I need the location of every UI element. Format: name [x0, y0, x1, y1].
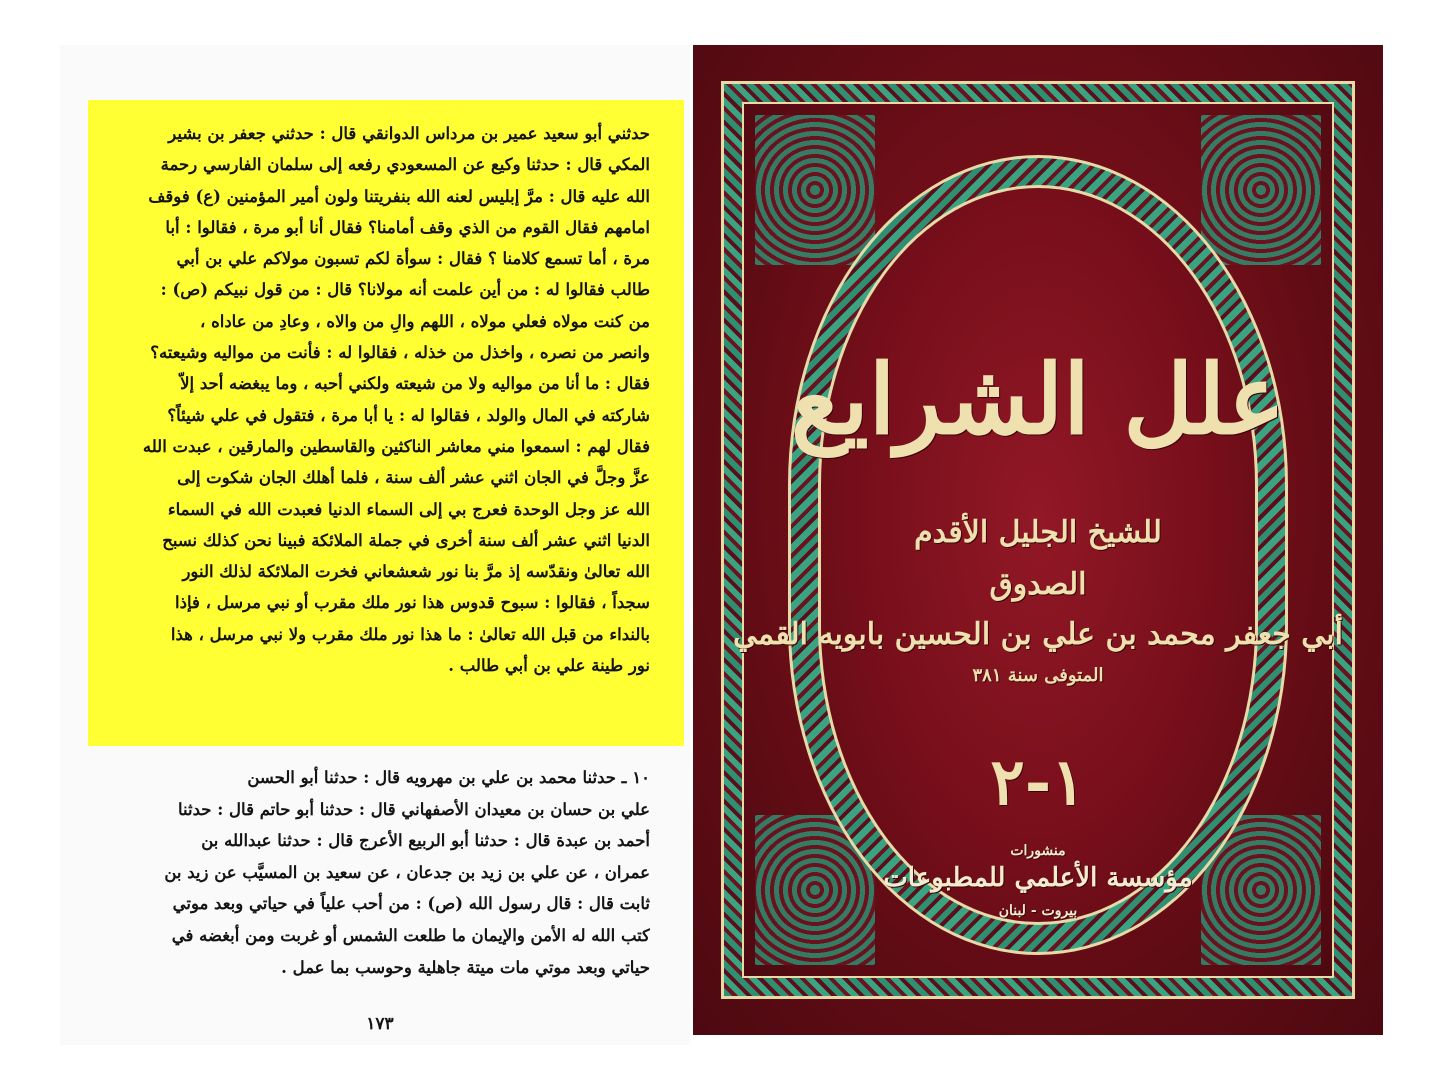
text-line: فقال لهم : اسمعوا مني معاشر الناكثين والقاسطين والمارقين ، عبدت الله [142, 436, 650, 456]
text-line: عزَّ وجلَّ في الجان اثني عشر ألف سنة ، فلما أهلك الجان شكوت إلى [177, 468, 650, 488]
author-dates: المتوفى سنة ٣٨١ [972, 665, 1104, 686]
author-line-1: للشيخ الجليل الأقدم [914, 515, 1162, 550]
text-line: سجداً ، فقالوا : سبوح قدوس هذا نور ملك مقرب أو نبي مرسل ، فإذا [175, 593, 650, 613]
publisher-name: مؤسسة الأعلمي للمطبوعات [883, 863, 1193, 893]
text-line: كتب الله له الأمن والإيمان ما طلعت الشمس أو غربت ومن أبغضه في [171, 925, 650, 945]
text-line: وانصر من نصره ، واخذل من خذله ، فقالوا له : فأنت من مواليه وشيعته؟ [150, 343, 650, 363]
text-line: ١٠ ـ حدثنا محمد بن علي بن مهرويه قال : حدثنا أبو الحسن [247, 768, 650, 787]
corner-ornament [755, 115, 875, 265]
hadith-10-paragraph [96, 762, 650, 983]
text-line: شاركته في المال والولد ، فقالوا له : يا أبا مرة ، فتقول في علي شيئاً؟ [167, 405, 650, 425]
text-line: المكي قال : حدثنا وكيع عن المسعودي رفعه إلى سلمان الفارسي رحمة [160, 155, 650, 175]
text-line: مرة ، أما تسمع كلامنا ؟ فقال : سوأة لكم تسبون مولاكم علي بن أبي [176, 249, 650, 269]
text-line: الله عليه قال : مرَّ إبليس لعنه الله بنفريتنا ولون أمير المؤمنين (ع) فوقف [148, 186, 650, 206]
author-line-3: أبي جعفر محمد بن علي بن الحسين بابويه القمي [733, 617, 1343, 652]
text-line: نور طينة علي بن أبي طالب . [448, 656, 650, 676]
text-line: عمران ، عن علي بن زيد بن جدعان ، عن سعيد بن المسيَّب عن زيد بن [164, 862, 650, 882]
text-line: طالب فقالوا له : من أين علمت أنه مولانا؟ قال : من قول نبيكم (ص) : [160, 280, 650, 300]
text-line: حياتي وبعد موتي مات ميتة جاهلية وحوسب بما عمل . [281, 957, 650, 977]
text-line: حدثني أبو سعيد عمير بن مرداس الدوانقي قال : حدثني جعفر بن بشير [168, 124, 650, 143]
text-line: بالنداء من قبل الله تعالىٰ : ما هذا نور ملك مقرب ولا نبي مرسل ، هذا [170, 624, 650, 644]
corner-ornament [1201, 115, 1321, 265]
book-cover [693, 45, 1383, 1035]
text-line: فقال : ما أنا من مواليه ولا من شيعته ولكني أحبه ، وما يبغضه أحد إلاّ [180, 374, 650, 394]
text-line: الدنيا اثني عشر ألف سنة أخرى في جملة الملائكة فبينا نحن كذلك نسبح [162, 530, 650, 550]
text-line: من كنت مولاه فعلي مولاه ، اللهم والِ من والاه ، وعادِ من عاداه ، [200, 311, 650, 331]
page-number: ١٧٣ [366, 1014, 394, 1034]
text-line: الله تعالىٰ ونقدّسه إذ مرَّ بنا نور شعشعاني فخرت الملائكة لذلك النور [182, 562, 650, 582]
text-line: ثابت قال : قال رسول الله (ص) : من أحب علياً في حياتي وبعد موتي [172, 894, 650, 914]
publisher-label: منشورات [1010, 843, 1066, 859]
author-line-2: الصدوق [989, 567, 1087, 602]
text-line: امامهم فقال القوم من الذي وقف أمامنا؟ فقال أنا أبو مرة ، فقالوا : أبا [165, 217, 650, 237]
publisher-city: بيروت - لبنان [998, 903, 1078, 919]
text-line: الله عز وجل الوحدة فعرج بي إلى السماء الدنيا فعبدت الله في السماء [167, 499, 650, 519]
text-line: علي بن حسان بن معيدان الأصفهاني قال : حدثنا أبو حاتم قال : حدثنا [178, 799, 650, 819]
text-line: أحمد بن عبدة قال : حدثنا أبو الربيع الأعرج قال : حدثنا عبدالله بن [201, 831, 650, 851]
book-title: علل الشرايع [790, 343, 1286, 456]
volume-number: ١-٢ [990, 745, 1086, 820]
highlighted-paragraph [96, 118, 650, 681]
